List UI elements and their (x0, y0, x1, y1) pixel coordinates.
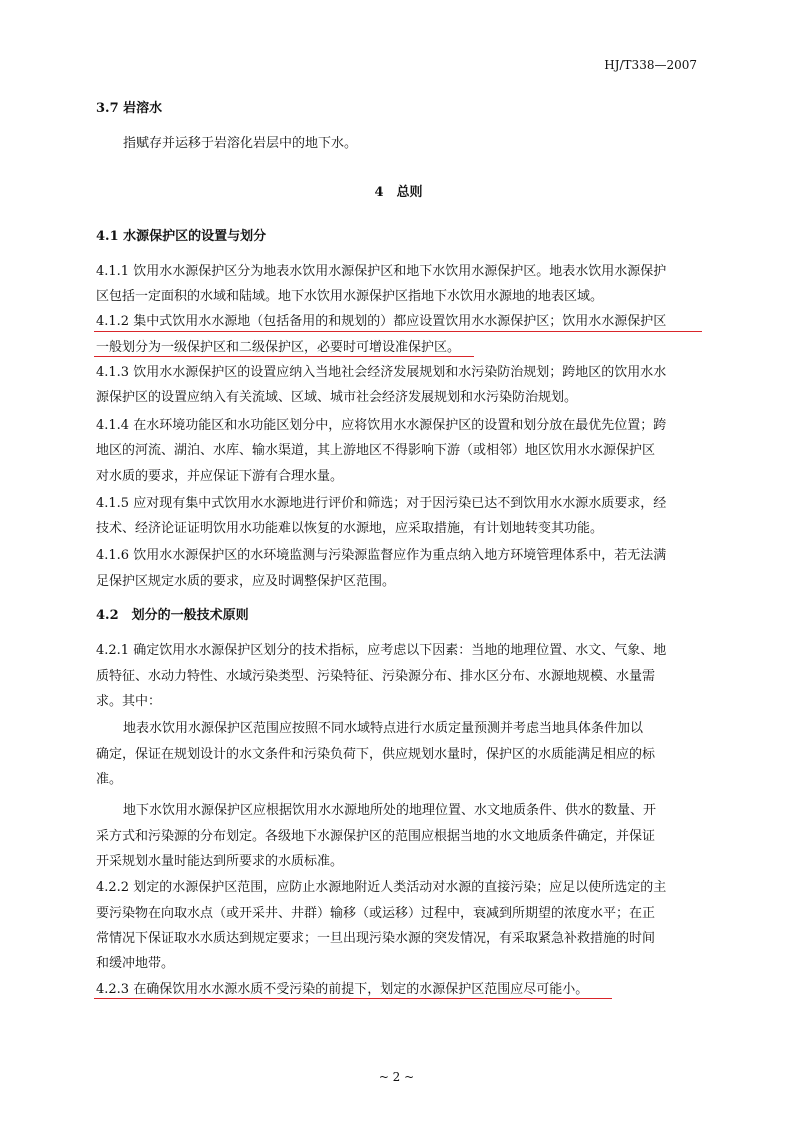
paragraph-line: 4.1.6 饮用水水源保护区的水环境监测与污染源监督应作为重点纳入地方环境管理体系中，若无法满 (96, 548, 667, 563)
paragraph-line: 求。其中： (96, 694, 162, 709)
paragraph-line: 区包括一定面积的水域和陆域。地下水饮用水源保护区指地下水饮用水源地的地表区域。 (96, 289, 604, 304)
paragraph-line: 要污染物在向取水点（或开采井、井群）输移（或运移）过程中，衰减到所期望的浓度水平；在正 (96, 906, 656, 921)
red-underline (94, 998, 612, 999)
chapter-heading: 4 总则 (374, 185, 423, 200)
red-underline (94, 331, 702, 332)
paragraph-line: 4.2.2 划定的水源保护区范围，应防止水源地附近人类活动对水源的直接污染；应足以使所选定的主 (96, 880, 667, 895)
paragraph-line: 准。 (96, 772, 123, 787)
red-underline (94, 356, 474, 357)
paragraph-line: 源保护区的设置应纳入有关流域、区域、城市社会经济发展规划和水污染防治规划。 (96, 390, 578, 405)
paragraph-line: 质特征、水动力特性、水域污染类型、污染特征、污染源分布、排水区分布、水源地规模、水量需 (96, 669, 656, 684)
paragraph-line: 采方式和污染源的分布划定。各级地下水源保护区的范围应根据当地的水文地质条件确定，并保证 (96, 829, 656, 844)
paragraph-line: 4.1.1 饮用水水源保护区分为地表水饮用水源保护区和地下水饮用水源保护区。地表水饮用水源保护 (96, 264, 667, 279)
paragraph-line: 技术、经济论证证明饮用水功能难以恢复的水源地，应采取措施，有计划地转变其功能。 (96, 521, 604, 536)
paragraph-line: 4.1.4 在水环境功能区和水功能区划分中，应将饮用水水源保护区的设置和划分放在最优先位置；跨 (96, 418, 667, 433)
paragraph-line: 开采规划水量时能达到所要求的水质标准。 (96, 854, 344, 869)
paragraph-line: 和缓冲地带。 (96, 956, 175, 971)
paragraph-line: 指赋存并运移于岩溶化岩层中的地下水。 (123, 136, 358, 151)
section-heading-4-2: 4.2 划分的一般技术原则 (96, 608, 249, 623)
paragraph-line: 4.1.3 饮用水水源保护区的设置应纳入当地社会经济发展规划和水污染防治规划；跨地区的饮用水水 (96, 365, 667, 380)
paragraph-line: 地区的河流、湖泊、水库、输水渠道，其上游地区不得影响下游（或相邻）地区饮用水水源保护区 (96, 443, 656, 458)
paragraph-line-highlighted: 一般划分为一级保护区和二级保护区，必要时可增设准保护区。 (96, 340, 461, 355)
paragraph-line-highlighted: 4.2.3 在确保饮用水水源水质不受污染的前提下，划定的水源保护区范围应尽可能小。 (96, 982, 589, 997)
paragraph-line: 足保护区规定水质的要求，应及时调整保护区范围。 (96, 574, 396, 589)
paragraph-line: 地表水饮用水源保护区范围应按照不同水域特点进行水质定量预测并考虑当地具体条件加以 (123, 721, 644, 736)
section-heading-4-1: 4.1 水源保护区的设置与划分 (96, 229, 267, 244)
paragraph-line: 4.2.1 确定饮用水水源保护区划分的技术指标，应考虑以下因素：当地的地理位置、水文、气象、地 (96, 643, 667, 658)
paragraph-line-highlighted: 4.1.2 集中式饮用水水源地（包括备用的和规划的）都应设置饮用水水源保护区；饮用水水源保护区 (96, 314, 667, 329)
page-number: ~ 2 ~ (378, 1070, 415, 1084)
paragraph-line: 地下水饮用水源保护区应根据饮用水水源地所处的地理位置、水文地质条件、供水的数量、开 (123, 803, 657, 818)
section-heading-3-7: 3.7 岩溶水 (96, 101, 163, 116)
paragraph-line: 确定，保证在规划设计的水文条件和污染负荷下，供应规划水量时，保护区的水质能满足相应的标 (96, 747, 656, 762)
paragraph-line: 常情况下保证取水水质达到规定要求；一旦出现污染水源的突发情况，有采取紧急补救措施的时间 (96, 931, 656, 946)
paragraph-line: 对水质的要求，并应保证下游有合理水量。 (96, 469, 344, 484)
standard-number: HJ/T338—2007 (604, 58, 697, 72)
paragraph-line: 4.1.5 应对现有集中式饮用水水源地进行评价和筛选；对于因污染已达不到饮用水水源水质要求，经 (96, 496, 667, 511)
